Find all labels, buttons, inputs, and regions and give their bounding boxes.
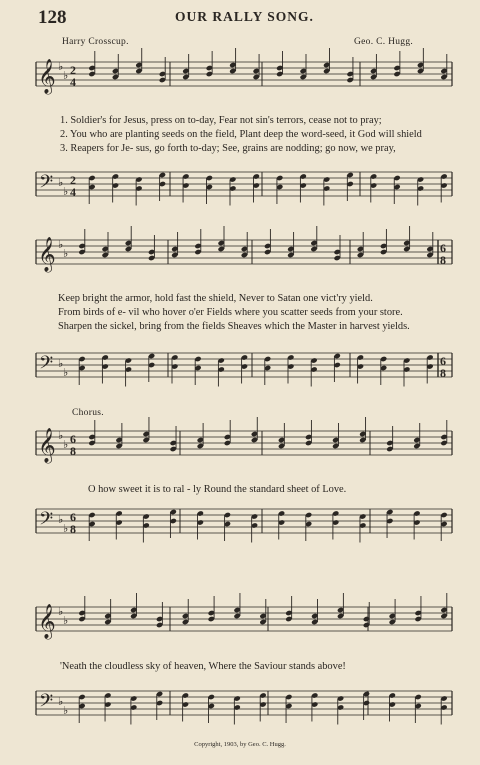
flat-sign: ♭ [58,176,64,189]
time-signature-top: 6 [70,432,76,446]
time-signature-bottom: 4 [70,75,76,89]
time-signature-bottom: 8 [70,522,76,536]
flat-sign: ♭ [58,429,64,442]
flat-sign: ♭ [63,438,69,451]
flat-sign: ♭ [63,247,69,260]
verse-2-line-1: 2. You who are planting seeds on the field, Plant deep the word-seed, it God will shield [60,129,422,140]
flat-sign: ♭ [58,357,64,370]
verse-2-line-2: From birds of e- vil who hover o'er Fields where you scatter seeds from your store. [58,307,403,318]
flat-sign: ♭ [58,513,64,526]
page-number: 128 [38,7,67,28]
time-signature-top: 2 [70,173,76,187]
verse-3-line-1: 3. Reapers for Je- sus, go forth to-day; See, grains are nodding; go now, we pray, [60,143,396,154]
time-signature-top: 6 [440,241,446,255]
treble-clef: 𝄞 [38,604,56,639]
chorus-heading: Chorus. [72,408,104,418]
time-signature-bottom: 8 [70,444,76,458]
flat-sign: ♭ [58,60,64,73]
flat-sign: ♭ [58,695,64,708]
flat-sign: ♭ [58,605,64,618]
treble-clef: 𝄞 [38,59,56,94]
bass-clef: 𝄢 [39,353,54,378]
treble-clef: 𝄞 [38,428,56,463]
time-signature-bottom: 8 [440,253,446,267]
verse-3-line-2: Sharpen the sickel, bring from the fields Sheaves which the Master in harvest yields. [58,321,410,332]
treble-clef: 𝄞 [38,237,56,272]
flat-sign: ♭ [63,366,69,379]
lyricist-credit: Harry Crosscup. [62,37,129,47]
time-signature-bottom: 8 [440,366,446,380]
time-signature-top: 2 [70,63,76,77]
bass-clef: 𝄢 [39,691,54,716]
bass-clef: 𝄢 [39,172,54,197]
verse-1-line-1: 1. Soldier's for Jesus, press on to-day, Fear not sin's terrors, cease not to pray; [60,115,382,126]
flat-sign: ♭ [58,238,64,251]
copyright-notice: Copyright, 1903, by Geo. C. Hugg. [194,741,286,748]
chorus-line-2: 'Neath the cloudless sky of heaven, Where the Saviour stands above! [60,661,346,672]
bass-clef: 𝄢 [39,509,54,534]
verse-1-line-2: Keep bright the armor, hold fast the shield, Never to Satan one vict'ry yield. [58,293,373,304]
time-signature-top: 6 [440,354,446,368]
song-title: OUR RALLY SONG. [175,9,314,24]
composer-credit: Geo. C. Hugg. [354,37,414,47]
time-signature-top: 6 [70,510,76,524]
flat-sign: ♭ [63,69,69,82]
flat-sign: ♭ [63,704,69,717]
flat-sign: ♭ [63,185,69,198]
time-signature-bottom: 4 [70,185,76,199]
chorus-line-1: O how sweet it is to ral - ly Round the standard sheet of Love. [88,484,347,495]
flat-sign: ♭ [63,522,69,535]
flat-sign: ♭ [63,614,69,627]
